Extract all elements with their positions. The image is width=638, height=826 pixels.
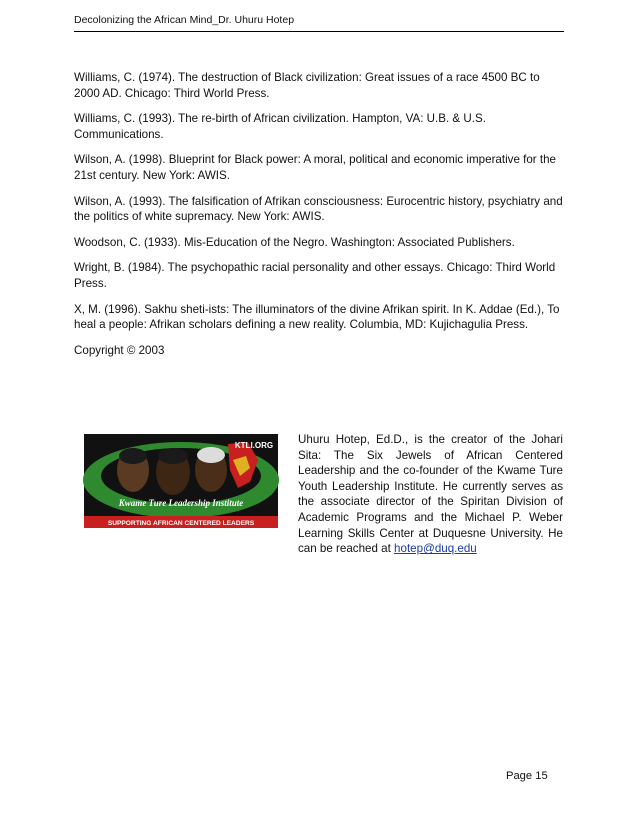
face-hair-right bbox=[197, 447, 225, 463]
reference-item: Woodson, C. (1933). Mis-Education of the Negro. Washington: Associated Publishers. bbox=[74, 235, 515, 249]
reference-item: Wilson, A. (1998). Blueprint for Black power: A moral, political and economic imperative for the 21st century. New York: AWIS. bbox=[74, 153, 557, 182]
logo-site-text: KTLI.ORG bbox=[234, 441, 274, 450]
ktli-logo bbox=[78, 430, 284, 530]
logo-tagline: SUPPORTING AFRICAN CENTERED LEADERS bbox=[107, 520, 255, 527]
logo-ring-text: Kwame Ture Leadership Institute bbox=[118, 498, 244, 508]
reference-item: Williams, C. (1974). The destruction of Black civilization: Great issues of a race 4500 BC to 2000 AD. Chicago: Third World Press. bbox=[74, 71, 540, 100]
reference-item: Wright, B. (1984). The psychopathic racial personality and other essays. Chicago: Third World Press. bbox=[74, 261, 556, 290]
reference-item: Williams, C. (1993). The re-birth of African civilization. Hampton, VA: U.B. & U.S. Communications. bbox=[74, 112, 486, 141]
author-email-link[interactable]: hotep@duq.edu bbox=[394, 542, 477, 556]
reference-list bbox=[74, 70, 566, 358]
page-number: Page 15 bbox=[506, 770, 548, 782]
author-bio bbox=[298, 432, 563, 557]
face-hair-left bbox=[119, 448, 147, 464]
page-header bbox=[74, 14, 564, 32]
header-title: Decolonizing the African Mind_Dr. Uhuru Hotep bbox=[74, 14, 295, 26]
copyright-notice: Copyright © 2003 bbox=[74, 343, 165, 357]
reference-item: X, M. (1996). Sakhu sheti-ists: The illuminators of the divine Afrikan spirit. In K. Addae (Ed.), To heal a people: Afrikan scholars defining a new reality. Columbia, MD: Kujichagulia Press. bbox=[74, 302, 560, 332]
face-hair-center bbox=[158, 448, 188, 464]
author-bio-text: Uhuru Hotep, Ed.D., is the creator of the Johari Sita: The Six Jewels of African Centered Leadership and the co-founder of the Kwame Ture Youth Leadership Institute. He currently serves as the associate director of the Spiritan Division of Academic Programs and the Michael P. Weber Learning Skills Center at Duquesne University. He can be reached at bbox=[298, 433, 563, 556]
ktli-logo-graphic bbox=[78, 430, 284, 530]
reference-item: Wilson, A. (1993). The falsification of Afrikan consciousness: Eurocentric history, psychiatry and the politics of white supremacy. New York: AWIS. bbox=[74, 194, 563, 224]
